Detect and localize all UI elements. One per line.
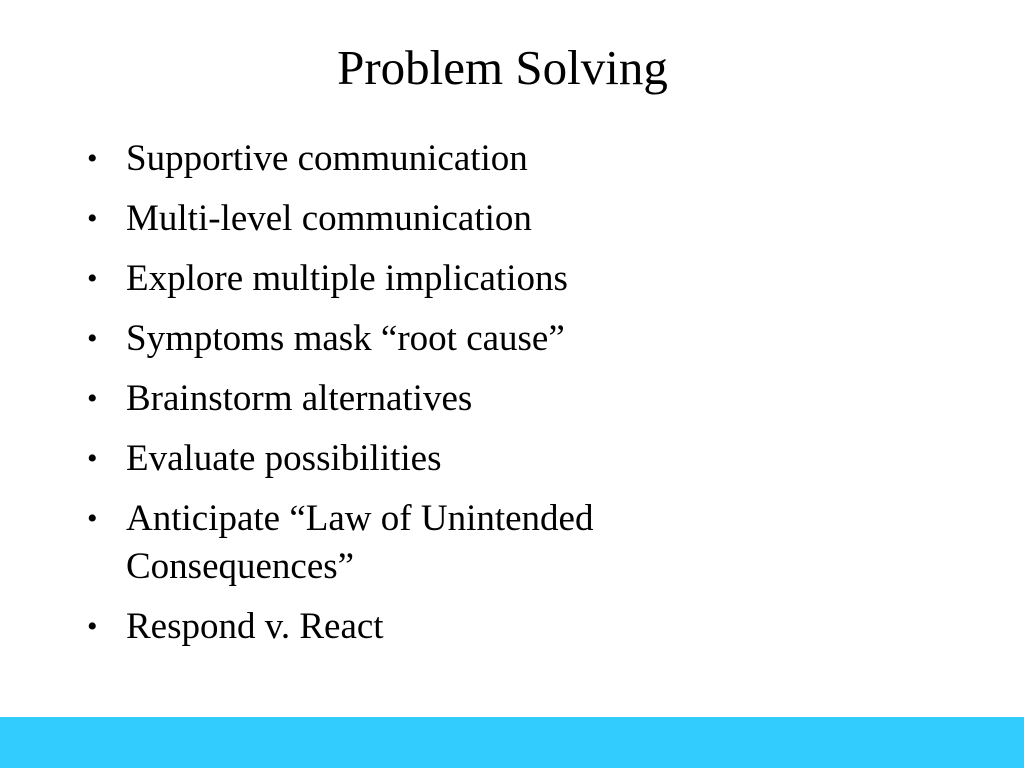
bullet-dot-icon: •	[87, 610, 98, 643]
bottom-accent-bar	[0, 717, 1024, 768]
bullet-dot-icon: •	[87, 202, 98, 235]
bullet-dot-icon: •	[87, 502, 98, 535]
bullet-dot-icon: •	[87, 262, 98, 295]
bullet-text: Supportive communication	[126, 138, 528, 179]
bullet-text: Explore multiple implications	[126, 258, 568, 299]
bullet-text: Respond v. React	[126, 606, 384, 647]
bullet-dot-icon: •	[87, 382, 98, 415]
bullet-dot-icon: •	[87, 142, 98, 175]
bullet-item	[82, 195, 742, 243]
bullet-item	[82, 603, 742, 651]
bullet-list	[82, 135, 742, 663]
bullet-item	[82, 135, 742, 183]
bullet-text: Evaluate possibilities	[126, 438, 442, 479]
bullet-item	[82, 495, 742, 591]
bullet-text: Brainstorm alternatives	[126, 378, 473, 419]
bullet-item	[82, 315, 742, 363]
bullet-item	[82, 435, 742, 483]
slide-title: Problem Solving	[337, 40, 668, 95]
bullet-item	[82, 375, 742, 423]
bullet-item	[82, 255, 742, 303]
bullet-text: Multi-level communication	[126, 198, 532, 239]
bullet-dot-icon: •	[87, 442, 98, 475]
bullet-text: Symptoms mask “root cause”	[126, 318, 565, 359]
bullet-text: Anticipate “Law of Unintended Consequences”	[126, 498, 594, 587]
bullet-dot-icon: •	[87, 322, 98, 355]
